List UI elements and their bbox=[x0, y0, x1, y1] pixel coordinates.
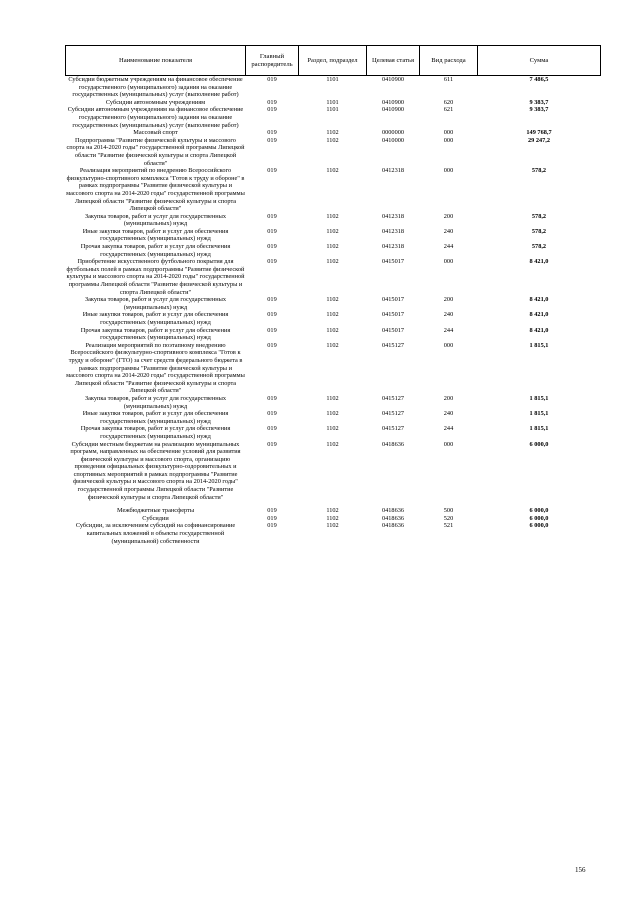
cell-section: 1101 bbox=[326, 98, 339, 106]
cell-sum: 1 815,1 bbox=[529, 341, 549, 349]
cell-target: 0000000 bbox=[381, 129, 405, 137]
table-row bbox=[66, 522, 601, 545]
cell-sum: 9 383,7 bbox=[529, 106, 549, 114]
cell-name: Массовый спорт bbox=[133, 129, 178, 137]
cell-manager: 019 bbox=[267, 425, 277, 433]
table-row bbox=[66, 410, 601, 425]
table-row bbox=[66, 311, 601, 326]
cell-name: Субсидии бюджетным учреждениям на финансовое обеспечение государственного (муниципального) задания на оказание государственных (муниципальных) услуг (выполнение работ) bbox=[68, 76, 243, 99]
cell-section: 1102 bbox=[326, 522, 339, 530]
cell-name: Реализация мероприятий по поэтапному внедрению Всероссийского физкультурно-спортивного комплекса "Готов к труду и обороне" (ГТО) за счет средств федерального бюджета в рамках подпрограммы "Развитие физической культуры и массового спорта на 2014-2020 годы" государственной программы Липецкой области "Развитие физической культуры и спорта Липецкой области" bbox=[66, 341, 245, 395]
cell-section: 1102 bbox=[326, 507, 339, 515]
cell-target: 0418636 bbox=[381, 522, 405, 530]
cell-sum: 6 000,0 bbox=[529, 440, 549, 448]
table-row bbox=[66, 515, 601, 523]
cell-expense: 000 bbox=[443, 440, 454, 448]
cell-section: 1102 bbox=[326, 296, 339, 304]
table-row bbox=[66, 106, 601, 129]
cell-section: 1101 bbox=[326, 76, 339, 83]
cell-expense: 000 bbox=[443, 129, 454, 137]
cell-target: 0410900 bbox=[381, 106, 405, 114]
cell-section: 1102 bbox=[326, 394, 339, 402]
cell-target: 0418636 bbox=[381, 507, 405, 515]
header-target: Целевая статья bbox=[367, 46, 420, 76]
cell-target: 0412318 bbox=[381, 243, 405, 251]
cell-section: 1102 bbox=[326, 136, 339, 144]
table-row bbox=[66, 243, 601, 258]
header-manager: Главный распорядитель bbox=[246, 46, 299, 76]
cell-expense: 200 bbox=[443, 212, 454, 220]
cell-name: Иные закупки товаров, работ и услуг для обеспечения государственных (муниципальных) нужд bbox=[82, 410, 229, 425]
cell-sum: 1 815,1 bbox=[529, 425, 549, 433]
table-row bbox=[66, 228, 601, 243]
table-row bbox=[66, 425, 601, 440]
cell-section: 1102 bbox=[326, 514, 339, 522]
cell-section: 1102 bbox=[326, 341, 339, 349]
cell-name: Прочая закупка товаров, работ и услуг для обеспечения государственных (муниципальных) нужд bbox=[80, 243, 231, 258]
table-row bbox=[66, 213, 601, 228]
cell-manager: 019 bbox=[267, 258, 277, 266]
table-row bbox=[66, 137, 601, 167]
cell-manager: 019 bbox=[267, 167, 277, 175]
cell-target: 0415017 bbox=[381, 296, 405, 304]
cell-expense: 244 bbox=[443, 326, 454, 334]
cell-section: 1102 bbox=[326, 440, 339, 448]
cell-sum: 149 768,7 bbox=[526, 129, 552, 137]
table-row bbox=[66, 507, 601, 515]
header-sum: Сумма bbox=[478, 46, 601, 76]
cell-sum: 6 000,0 bbox=[529, 514, 549, 522]
cell-manager: 019 bbox=[267, 514, 277, 522]
cell-target: 0412318 bbox=[381, 167, 405, 175]
cell-sum: 578,2 bbox=[531, 243, 547, 251]
cell-manager: 019 bbox=[267, 136, 277, 144]
table-row bbox=[66, 167, 601, 213]
table-row bbox=[66, 342, 601, 395]
cell-expense: 000 bbox=[443, 167, 454, 175]
cell-sum: 6 000,0 bbox=[529, 522, 549, 530]
cell-expense: 621 bbox=[443, 106, 454, 114]
cell-name: Иные закупки товаров, работ и услуг для обеспечения государственных (муниципальных) нужд bbox=[82, 311, 229, 326]
cell-target: 0412318 bbox=[381, 227, 405, 235]
cell-sum: 1 815,1 bbox=[529, 394, 549, 402]
cell-name: Межбюджетные трансферты bbox=[116, 507, 195, 515]
cell-sum: 578,2 bbox=[531, 227, 547, 235]
cell-name: Субсидии автономным учреждениям bbox=[105, 98, 206, 106]
cell-manager: 019 bbox=[267, 98, 277, 106]
cell-sum: 9 383,7 bbox=[529, 98, 549, 106]
cell-target: 0418636 bbox=[381, 514, 405, 522]
cell-expense: 521 bbox=[443, 522, 454, 530]
table-row bbox=[66, 258, 601, 296]
cell-name: Приобретение искусственного футбольного покрытия для футбольных полей в рамках подпрограммы "Развитие физической культуры и массового спорта на 2014-2020 годы" государственной программы Липецкой области "Развитие физической культуры и спорта Липецкой области" bbox=[66, 258, 245, 296]
cell-expense: 240 bbox=[443, 410, 454, 418]
cell-name: Закупка товаров, работ и услуг для государственных (муниципальных) нужд bbox=[84, 212, 227, 228]
cell-manager: 019 bbox=[267, 326, 277, 334]
cell-expense: 200 bbox=[443, 296, 454, 304]
cell-manager: 019 bbox=[267, 296, 277, 304]
table-row bbox=[66, 129, 601, 137]
cell-sum: 6 000,0 bbox=[529, 507, 549, 515]
cell-sum: 8 421,0 bbox=[529, 326, 549, 334]
cell-target: 0412318 bbox=[381, 212, 405, 220]
table-header-row bbox=[66, 46, 601, 76]
cell-target: 0410000 bbox=[381, 136, 405, 144]
cell-target: 0415127 bbox=[381, 425, 405, 433]
cell-section: 1102 bbox=[326, 167, 339, 175]
cell-name: Подпрограмма "Развитие физической культуры и массового спорта на 2014-2020 годы" государственной программы Липецкой области "Развитие физической культуры и спорта Липецкой области" bbox=[66, 136, 245, 167]
cell-name: Иные закупки товаров, работ и услуг для обеспечения государственных (муниципальных) нужд bbox=[82, 227, 229, 243]
cell-manager: 019 bbox=[267, 341, 277, 349]
cell-target: 0415127 bbox=[381, 410, 405, 418]
cell-target: 0410900 bbox=[381, 98, 405, 106]
cell-manager: 019 bbox=[267, 522, 277, 530]
cell-section: 1102 bbox=[326, 425, 339, 433]
cell-name: Субсидии, за исключением субсидий на софинансирование капитальных вложений в объекты государственной (муниципальной) собственности bbox=[75, 522, 236, 545]
cell-manager: 019 bbox=[267, 212, 277, 220]
cell-expense: 000 bbox=[443, 341, 454, 349]
cell-manager: 019 bbox=[267, 76, 277, 83]
cell-section: 1101 bbox=[326, 106, 339, 114]
cell-manager: 019 bbox=[267, 311, 277, 319]
cell-manager: 019 bbox=[267, 410, 277, 418]
header-expense: Вид расхода bbox=[420, 46, 478, 76]
cell-manager: 019 bbox=[267, 394, 277, 402]
cell-section: 1102 bbox=[326, 212, 339, 220]
table-row bbox=[66, 327, 601, 342]
cell-section: 1102 bbox=[326, 227, 339, 235]
cell-expense: 611 bbox=[443, 76, 454, 83]
cell-name: Прочая закупка товаров, работ и услуг для обеспечения государственных (муниципальных) нужд bbox=[80, 326, 231, 342]
cell-sum: 8 421,0 bbox=[529, 311, 549, 319]
cell-section: 1102 bbox=[326, 311, 339, 319]
table-row bbox=[66, 76, 601, 99]
page-number: 156 bbox=[575, 866, 586, 874]
cell-expense: 520 bbox=[443, 514, 454, 522]
cell-expense: 244 bbox=[443, 243, 454, 251]
cell-name: Субсидии местным бюджетам на реализацию муниципальных программ, направленных на обеспечение условий для развития физической культуры и массового спорта, организацию проведения официальных физкультурно-оздоровительных и спортивных мероприятий в рамках подпрограммы "Развитие физической культуры и массового спорта на 2014-2020 годы" государственной программы Липецкой области "Развитие физической культуры и спорта Липецкой области" bbox=[70, 440, 241, 501]
cell-manager: 019 bbox=[267, 106, 277, 114]
header-section: Раздел, подраздел bbox=[299, 46, 367, 76]
cell-sum: 1 815,1 bbox=[529, 410, 549, 418]
cell-expense: 240 bbox=[443, 311, 454, 319]
cell-target: 0410900 bbox=[381, 76, 405, 83]
cell-target: 0415017 bbox=[381, 258, 405, 266]
cell-manager: 019 bbox=[267, 440, 277, 448]
cell-expense: 244 bbox=[443, 425, 454, 433]
cell-target: 0415017 bbox=[381, 326, 405, 334]
cell-section: 1102 bbox=[326, 326, 339, 334]
cell-manager: 019 bbox=[267, 243, 277, 251]
cell-sum: 29 247,2 bbox=[527, 136, 551, 144]
cell-manager: 019 bbox=[267, 129, 277, 137]
cell-name: Закупка товаров, работ и услуг для государственных (муниципальных) нужд bbox=[84, 394, 227, 410]
budget-table bbox=[65, 45, 601, 545]
cell-sum: 578,2 bbox=[531, 212, 547, 220]
cell-target: 0415127 bbox=[381, 341, 405, 349]
cell-sum: 8 421,0 bbox=[529, 296, 549, 304]
cell-expense: 240 bbox=[443, 227, 454, 235]
cell-expense: 500 bbox=[443, 507, 454, 515]
cell-name: Субсидии автономным учреждениям на финансовое обеспечение государственного (муниципального) задания на оказание государственных (муниципальных) услуг (выполнение работ) bbox=[67, 106, 244, 129]
cell-expense: 620 bbox=[443, 98, 454, 106]
header-name: Наименование показателя bbox=[66, 46, 246, 76]
cell-sum: 7 486,5 bbox=[529, 76, 549, 83]
cell-sum: 8 421,0 bbox=[529, 258, 549, 266]
table-row bbox=[66, 395, 601, 410]
cell-sum: 578,2 bbox=[531, 167, 547, 175]
cell-target: 0415127 bbox=[381, 394, 405, 402]
cell-section: 1102 bbox=[326, 258, 339, 266]
cell-name: Субсидии bbox=[142, 514, 169, 522]
cell-section: 1102 bbox=[326, 129, 339, 137]
table-body bbox=[66, 76, 601, 546]
table-row bbox=[66, 296, 601, 311]
table-row bbox=[66, 99, 601, 107]
cell-name: Реализация мероприятий по внедрению Всероссийского физкультурно-спортивного комплекса "Готов к труду и обороне" в рамках подпрограммы "Развитие физической культуры и массового спорта на 2014-2020 годы" государственной программы Липецкой области "Развитие физической культуры и спорта Липецкой области" bbox=[66, 167, 245, 213]
cell-manager: 019 bbox=[267, 507, 277, 515]
table-row bbox=[66, 441, 601, 502]
cell-expense: 000 bbox=[443, 136, 454, 144]
cell-expense: 200 bbox=[443, 394, 454, 402]
cell-name: Прочая закупка товаров, работ и услуг для обеспечения государственных (муниципальных) нужд bbox=[80, 425, 231, 440]
cell-target: 0415017 bbox=[381, 311, 405, 319]
cell-manager: 019 bbox=[267, 227, 277, 235]
cell-name: Закупка товаров, работ и услуг для государственных (муниципальных) нужд bbox=[84, 296, 227, 311]
cell-section: 1102 bbox=[326, 410, 339, 418]
cell-expense: 000 bbox=[443, 258, 454, 266]
cell-target: 0418636 bbox=[381, 440, 405, 448]
cell-section: 1102 bbox=[326, 243, 339, 251]
